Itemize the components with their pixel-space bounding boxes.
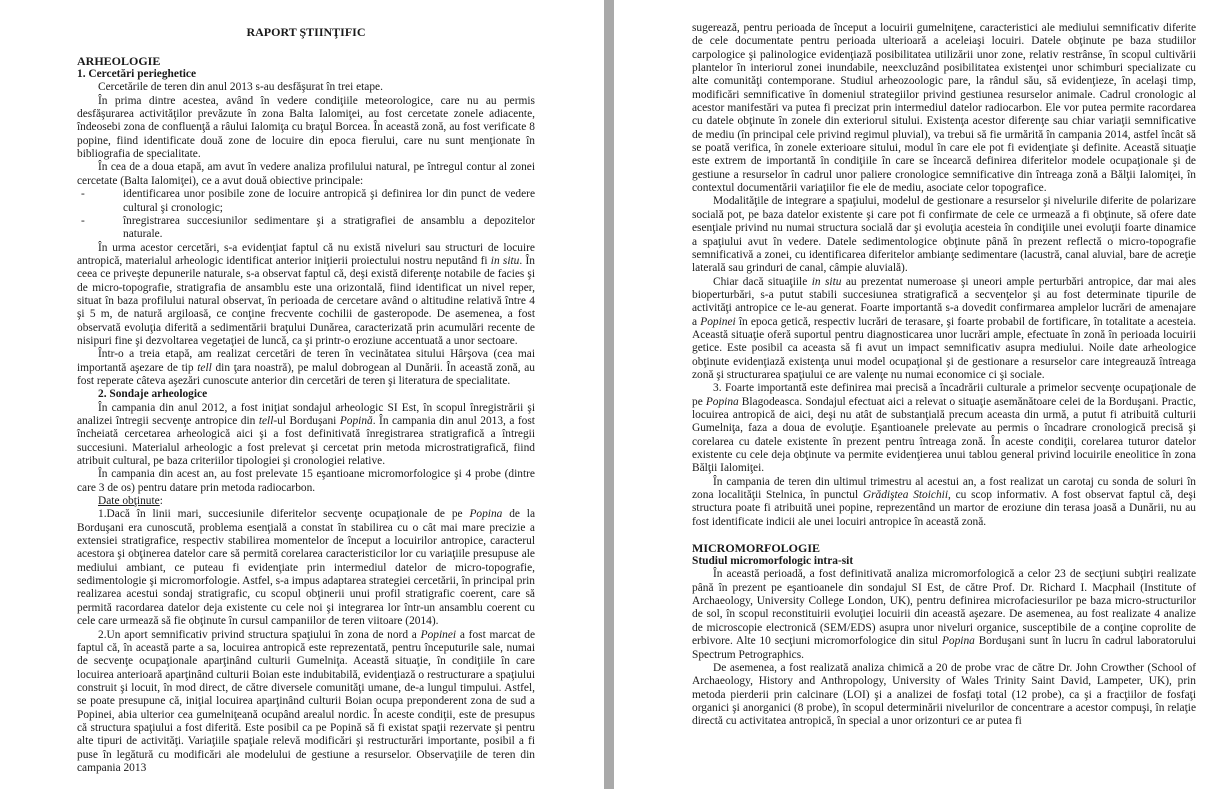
paragraph: Cercetările de teren din anul 2013 s-au desfăşurat în trei etape.: [98, 81, 383, 94]
document-page-right: [614, 0, 1225, 789]
list-item: - înregistrarea succesiunilor sedimentare şi a stratigrafiei de ansamblu a depozitelor naturale.: [77, 215, 535, 242]
section-heading-micromorfologie: MICROMORFOLOGIE: [692, 541, 820, 556]
paragraph: În campania din anul 2012, a fost iniţiat sondajul arheologic SI Est, în scopul înregistrării şi analizei întregii secvenţe antropice din tell-ul Borduşani Popină. În campania din anul 2013, a fost încheiată cercetarea arheologică aici şi a fost definitivată înregistrarea stratigrafică a întregii succesiuni. Materialul arheologic a fost prelevat şi cercetat prin metoda microstratigrafică, fiind atribuit cultural, pe baza criteriilor tipologiei şi cronologiei relative.: [77, 401, 535, 468]
paragraph: În campania din acest an, au fost prelevate 15 eşantioane micromorfologice şi 4 probe (dintre care 3 de os) pentru datare prin metoda radiocarbon.: [77, 468, 535, 494]
paragraph: În cea de a doua etapă, am avut în vedere analiza profilului natural, pe întregul contur al zonei cercetate (Balta Ialomiţei), ce a avut două obiective principale:: [77, 161, 535, 187]
page-right-text: [692, 22, 1196, 729]
paragraph: Modalităţile de integrare a spaţiului, modelul de gestionare a resurselor şi nivelurile diferite de polarizare socială pot, pe baza datelor existente şi care pot fi confirmate de cele ce urmează a fi obţinute, să ofere date esenţiale privind nu numai structura socială dar şi evoluţia acesteia în condiţiile unei evoluţii foarte dinamice a spaţiului avut în vedere. Datele sedimentologice obţinute până în prezent reflectă o micro-topografie semnificativă a zonei, cu identificarea diferitelor ambianţe sedimentare (lacustră, canal aluvial, bare de acreţie laterală sau grinduri de canal, câmpie aluvială).: [692, 195, 1196, 275]
paragraph: În prima dintre acestea, având în vedere condiţiile meteorologice, care nu au permis desfăşurarea activităţilor prevăzute în zona Balta Ialomiţei, au fost cercetate zonele adiacente, îndeosebi zona de confluenţă a râului Ialomiţa cu braţul Borcea. În această zonă, au fost verificate 8 popine, fiind identificate două zone de locuire din epoca fierului, care nu sunt menţionate în bibliografia de specialitate.: [77, 94, 535, 161]
paragraph: În campania de teren din ultimul trimestru al acestui an, a fost realizat un carotaj cu sonda de soluri în zona localităţii Stelnica, în punctul Grădiştea Stoichii, cu scop informativ. A fost observat faptul că, deşi structura poate fi atribuită unei popine, reprezentând un martor de eroziune din terasa joasă a Dunării, nu au fost identificate indicii ale unei locuiri antropice în această zonă.: [692, 475, 1196, 528]
paragraph: În această perioadă, a fost definitivată analiza micromorfologică a celor 23 de secţiuni subţiri realizate până în prezent pe eşantioanele din sondajul SI Est, de către Prof. Dr. Richard I. Macphail (Institute of Archaeology, University College London, UK), pentru definirea microfaciesurilor pe baza micro-structurilor de sol, în scopul reconstituirii evoluţiei locuirii din această aşezare. De asemenea, au fost realizate 4 analize de microscopie electronică (SEM/EDS) asupra unor niveluri organice, susceptibile de a conţine coprolite de erbivore. Alte 10 secţiuni micromorfologice din situl Popina Borduşani sunt în lucru în cadrul laboratorului Spectrum Petrographics.: [692, 568, 1196, 661]
paragraph: 3. Foarte importantă este definirea mai precisă a încadrării culturale a primelor secvenţe ocupaţionale de pe Popina Blagodeasca. Sondajul efectuat aici a relevat o situaţie asemănătoare celei de la Borduşani. Practic, locuirea antropică de aici, deşi nu atât de substanţială precum aceasta din urmă, a putut fi atribuită culturii Gumelniţa, faza a doua de evoluţie. Eşantioanele prelevate au permis o încadrare cronologică precisă şi corelarea cu datele existente în prezent pentru întreaga zonă. În aceste condiţii, corelarea tuturor datelor existente cu cele deja obţinute va permite evidenţierea unui tablou general privind locuirile eneolitice în zona Bălţii Ialomiţei.: [692, 382, 1196, 475]
page-left-text: [77, 20, 535, 775]
document-page-left: [0, 0, 604, 789]
paragraph: sugerează, pentru perioada de început a locuirii gumelniţene, caracteristici ale mediului semnificativ diferite de cele documentate pentru perioada ulterioară a aceleiaşi locuiri. Datele obţinute pe baza studiilor carpologice şi palinologice evidenţiază posibilitatea utilizării unor zone, relativ restrânse, în scopul cultivării plantelor în interiorul zonei inundabile, neexcluzând posibilitatea existenţei unor schimburi specializate cu alte comunităţi contemporane. Studiul arheozoologic pare, la rândul său, să evidenţieze, în acelaşi timp, modificări semnificative în domeniul strategiilor privind gestiunea resurselor animale. Cadrul cronologic al acestor manifestări va putea fi precizat prin intermediul datelor radiocarbon. Ele vor putea permite racordarea cu datele obţinute în zonele din exteriorul sitului. Existenţa acestor diferenţe sau chiar variaţii semnificative de mediu (în principal cele privind regimul pluvial), va trebui să fie urmărită în campania 2014, astfel încât să se poată verifica, în zonele exterioare sitului, modul în care ele pot fi evidenţiate şi definite. Această situaţie este extrem de importantă în condiţiile în care se încearcă definirea diferitelor modele ocupaţionale şi de gestiune a resurselor în cadrul unor paliere cronologice semnificative din întreaga zonă a Bălţii Ialomiţei, în contextul documentării variaţiilor fie ele de mediu, asociate celor topografice.: [692, 22, 1196, 195]
report-title: RAPORT ŞTIINŢIFIC: [246, 25, 366, 39]
objectives-list: [77, 188, 535, 241]
subheading-sondaje-arheologice: 2. Sondaje arheologice: [98, 388, 208, 401]
paragraph: 1.Dacă în linii mari, succesiunile diferitelor secvenţe ocupaţionale de pe Popina de la Borduşani era cunoscută, problema esenţială a constat în stabilirea cu o cât mai mare precizie a extensiei stratigrafice, respectiv stabilirea momentelor de început a locuirilor antropice, caracterul acestora şi obţinerea datelor care să permită corelarea caracteristicilor lor cu variaţiile presupuse ale mediului ambiant, ce puteau fi evidenţiate prin intermediul datelor de micro-topografie, sedimentologie şi micromorfologie. Astfel, s-a impus adaptarea strategiei cercetării, în principal prin realizarea acestui sondaj stratigrafic, cu scopul obţinerii unui profil stratigrafic coerent, care să permită racordarea datelor deja existente cu cele noi şi integrarea lor într-un ansamblu coerent cu cele care urmează să fie obţinute în cursul campaniilor de teren viitoare (2014).: [77, 508, 536, 628]
list-item: - identificarea unor posibile zone de locuire antropică şi definirea lor din punct de vedere cultural şi cronologic;: [77, 188, 535, 215]
paragraph: În urma acestor cercetări, s-a evidenţiat faptul că nu există niveluri sau structuri de locuire antropică, materialul arheologic identificat anterior iniţierii proiectului nostru neputând fi in situ. În ceea ce priveşte depunerile naturale, s-a observat faptul că, deşi există diferenţe notabile de facies şi de micro-topografie, stratigrafia de ansamblu este una orizontală, fiind identificat un nivel reper, situat în baza profilului natural observat, în perioada de cercetare având o altitudine relativă între 4 şi 5 m, de natură argiloasă, ce conţine frecvente cochilii de gasteropode. De asemenea, a fost observată evoluţia diferită a sedimentării braţului Dunărea, caracterizată prin acumulări recente de nisipuri fine şi dezvoltarea vegetaţiei de luncă, ca şi printr-o eroziune accentuată a unor sectoare.: [77, 241, 535, 347]
paragraph: Chiar dacă situaţiile in situ au prezentat numeroase şi uneori ample perturbări antropice, dar mai ales bioperturbări, s-a putut stabili succesiunea stratigrafică a secvenţelor şi au fost determinate tipurile de activităţi antropice ce le-au generat. Foarte importantă s-a dovedit confirmarea amplelor lucrări de amenajare a Popinei în epoca getică, respectiv lucrări de terasare, şi foarte probabil de fortificare, în totalitate a acesteia. Această situaţie oferă suportul pentru diagnosticarea unor lucrări ample, efectuate în zonă în perioada locuirii getice. Este posibil ca aceasta să fi avut un impact semnificativ asupra mediului. Noile date arheologice obţinute evidenţiază existenţa unui model ocupaţional şi de gestionare a resurselor care integreauză întreaga zonă şi structurarea spaţiului ce are valenţe nu numai economice ci şi sociale.: [692, 275, 1196, 381]
subheading-studiul-micromorfologic: Studiul micromorfologic intra-sit: [692, 555, 854, 568]
data-obtained-label: Date obţinute:: [98, 495, 163, 508]
paragraph: 2.Un aport semnificativ privind structura spaţiului în zona de nord a Popinei a fost marcat de faptul că, în această parte a sa, locuirea antropică este reprezentată, pentru începuturile sale, numai de secvenţe ocupaţionale aparţinând culturii Gumelniţa. Această situaţie, în condiţiile în care locuirea anterioară aparţinând culturii Boian este indubitabilă, evidenţiază o restructurare a spaţiului construit şi locuit, în mod direct, de către diversele comunităţi umane, de-a lungul timpului. Astfel, se poate presupune că, iniţial locuirea aparţinând culturii Boian ocupa preponderent zona de sud a Popinei, abia ulterior cea gumelniţeană ocupând arealul nordic. În aceste condiţii, este de presupus că structura spaţiului a fost diferită. Este posibil ca pe Popină să fi existat spaţii rezervate şi pentru alte tipuri de activităţi. Variaţiile spaţiale relevă modificări şi restructurări importante, posibil a fi puse în legătură cu modificări ale modelului de gestiune a resurselor. Observaţiile de teren din campania 2013: [77, 628, 535, 774]
paragraph: Într-o a treia etapă, am realizat cercetări de teren în vecinătatea sitului Hârşova (cea mai importantă aşezare de tip tell din ţara noastră), pe malul dobrogean al Dunării. În această zonă, au fost reperate câteva aşezări cunoscute anterior din cercetări de teren şi literatura de specialitate.: [77, 348, 535, 387]
page-separator: [604, 0, 614, 789]
paragraph: De asemenea, a fost realizată analiza chimică a 20 de probe vrac de către Dr. John Crowther (School of Archaeology, History and Anthropology, University of Wales Trinity Saint David, Lampeter, UK), prin metoda pierderii prin calcinare (LOI) şi a analizei de fosfaţi total (12 probe), ca şi a fracţiilor de fosfaţi organici şi anorganici (8 probe), în scopul determinării nivelurilor de concentrare a acestor compuşi, în relaţie directă cu activitatea antropică, în special a unor orizonturi ce ar putea fi: [692, 661, 1196, 728]
subheading-cercetari-perieghetice: 1. Cercetări perieghetice: [77, 68, 197, 81]
spacer: [692, 529, 1196, 541]
section-heading-arheologie: ARHEOLOGIE: [77, 54, 161, 69]
